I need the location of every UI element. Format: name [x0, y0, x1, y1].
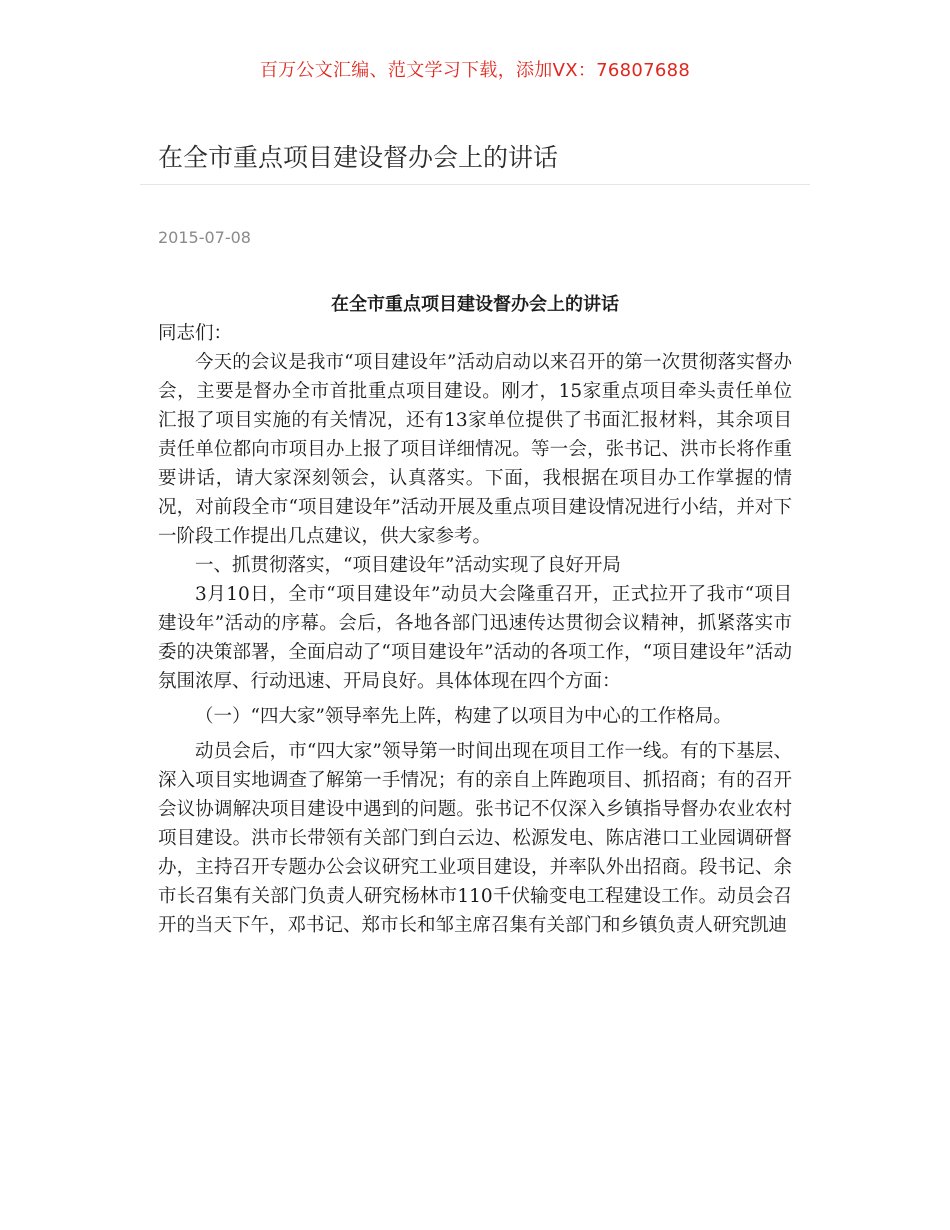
- subsection-heading: （一）“四大家”领导率先上阵，构建了以项目为中心的工作格局。: [195, 706, 732, 727]
- title-divider: [140, 184, 810, 185]
- article-heading: 在全市重点项目建设督办会上的讲话: [331, 294, 619, 315]
- salutation: 同志们：: [158, 323, 233, 344]
- page-title: 在全市重点项目建设督办会上的讲话: [158, 143, 559, 172]
- article-body: [158, 290, 792, 940]
- section-heading: 一、抓贯彻落实，“项目建设年”活动实现了良好开局: [195, 555, 621, 576]
- paragraph: 动员会后，市“四大家”领导第一时间出现在项目工作一线。有的下基层、深入项目实地调查了解第一手情况；有的亲自上阵跑项目、抓招商；有的召开会议协调解决项目建设中遇到的问题。张书记不仅深入乡镇指导督办农业农村项目建设。洪市长带领有关部门到白云边、松源发电、陈店港口工业园调研督办，主持召开专题办公会议研究工业项目建设，并率队外出招商。段书记、余市长召集有关部门负责人研究杨林市110千伏输变电工程建设工作。动员会召开的当天下午，邓书记、郑市长和邹主席召集有关部门和乡镇负责人研究凯迪: [158, 741, 792, 936]
- promo-banner: 百万公文汇编、范文学习下载，添加VX：76807688: [259, 60, 691, 81]
- publish-date: 2015-07-08: [158, 228, 251, 247]
- paragraph: 3月10日，全市“项目建设年”动员大会隆重召开，正式拉开了我市“项目建设年”活动的序幕。会后，各地各部门迅速传达贯彻会议精神，抓紧落实市委的决策部署，全面启动了“项目建设年”活动的各项工作，“项目建设年”活动氛围浓厚、行动迅速、开局良好。具体体现在四个方面：: [158, 584, 792, 692]
- paragraph: 今天的会议是我市“项目建设年”活动启动以来召开的第一次贯彻落实督办会，主要是督办全市首批重点项目建设。刚才，15家重点项目牵头责任单位汇报了项目实施的有关情况，还有13家单位提供了书面汇报材料，其余项目责任单位都向市项目办上报了项目详细情况。等一会，张书记、洪市长将作重要讲话，请大家深刻领会，认真落实。下面，我根据在项目办工作掌握的情况，对前段全市“项目建设年”活动开展及重点项目建设情况进行小结，并对下一阶段工作提出几点建议，供大家参考。: [158, 352, 792, 547]
